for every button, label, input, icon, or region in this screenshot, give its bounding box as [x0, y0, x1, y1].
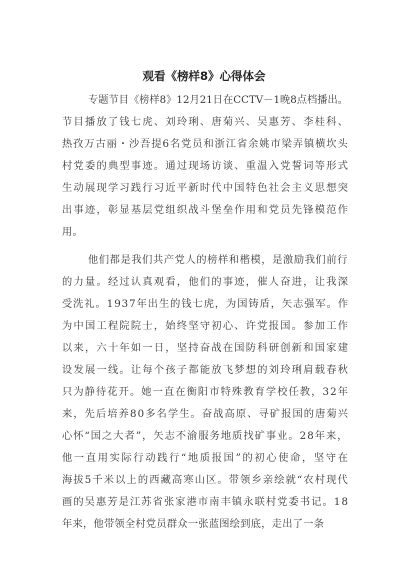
paragraph-line: 热孜万古丽・沙吾提6名党员和浙江省余姚市梁弄镇横坎头	[62, 139, 349, 150]
paragraph-line: 村党委的典型事迹。通过现场访谈、重温入党誓词等形式	[62, 161, 350, 172]
paragraph-line: 来，先后培养80多名学生。奋战高原、寻矿报国的唐菊兴	[62, 409, 350, 420]
paragraph-line: 以来，六十年如一日，坚持奋战在国防科研创新和国家建	[62, 343, 350, 354]
paragraph-line: 用。	[62, 227, 83, 238]
paragraph-line: 画的吴惠芳是江苏省张家港市南丰镇永联村党委书记。18	[62, 497, 350, 508]
paragraph-line: 海拔5千米以上的西藏高寒山区。带领乡亲绘就“农村现代	[62, 475, 349, 486]
document-title: 观看《榜样8》心得体会	[142, 69, 266, 83]
paragraph-line: 他一直用实际行动践行“地质报国”的初心使命，坚守在	[62, 453, 350, 464]
paragraph-line: 他们都是我们共产党人的榜样和楷模，是激励我们前行	[88, 255, 349, 266]
paragraph-line: 设发展一线。让每个孩子都能放飞梦想的刘玲琍肩载春秋	[62, 365, 350, 376]
paragraph-line: 年来，他带领全村党员群众一张蓝图绘到底，走出了一条	[62, 519, 325, 530]
paragraph-line: 节目播放了钱七虎、刘玲琍、唐菊兴、吴惠芳、李桂科、	[62, 117, 350, 128]
paragraph-line: 受洗礼。1937年出生的钱七虎，为国铸盾，矢志强军。作	[62, 299, 350, 310]
paragraph-line: 的力量。经过认真观看，他们的事迹，催人奋进，让我深	[62, 277, 350, 288]
paragraph-line: 生动展现学习践行习近平新时代中国特色社会主义思想突	[62, 183, 350, 194]
paragraph-line: 出事迹，彰显基层党组织战斗堡垒作用和党员先锋模范作	[62, 205, 350, 216]
paragraph-line: 只为静待花开。她一直在衡阳市特殊教育学校任教，32年	[62, 387, 350, 398]
paragraph-line: 为中国工程院院士，始终坚守初心、许党报国。参加工作	[62, 321, 350, 332]
paragraph-line: 心怀“国之大者”，矢志不渝服务地质找矿事业。28年来，	[62, 431, 349, 442]
paragraph-line: 专题节目《榜样8》12月21日在CCTV－1晚8点档播出。	[88, 95, 348, 106]
